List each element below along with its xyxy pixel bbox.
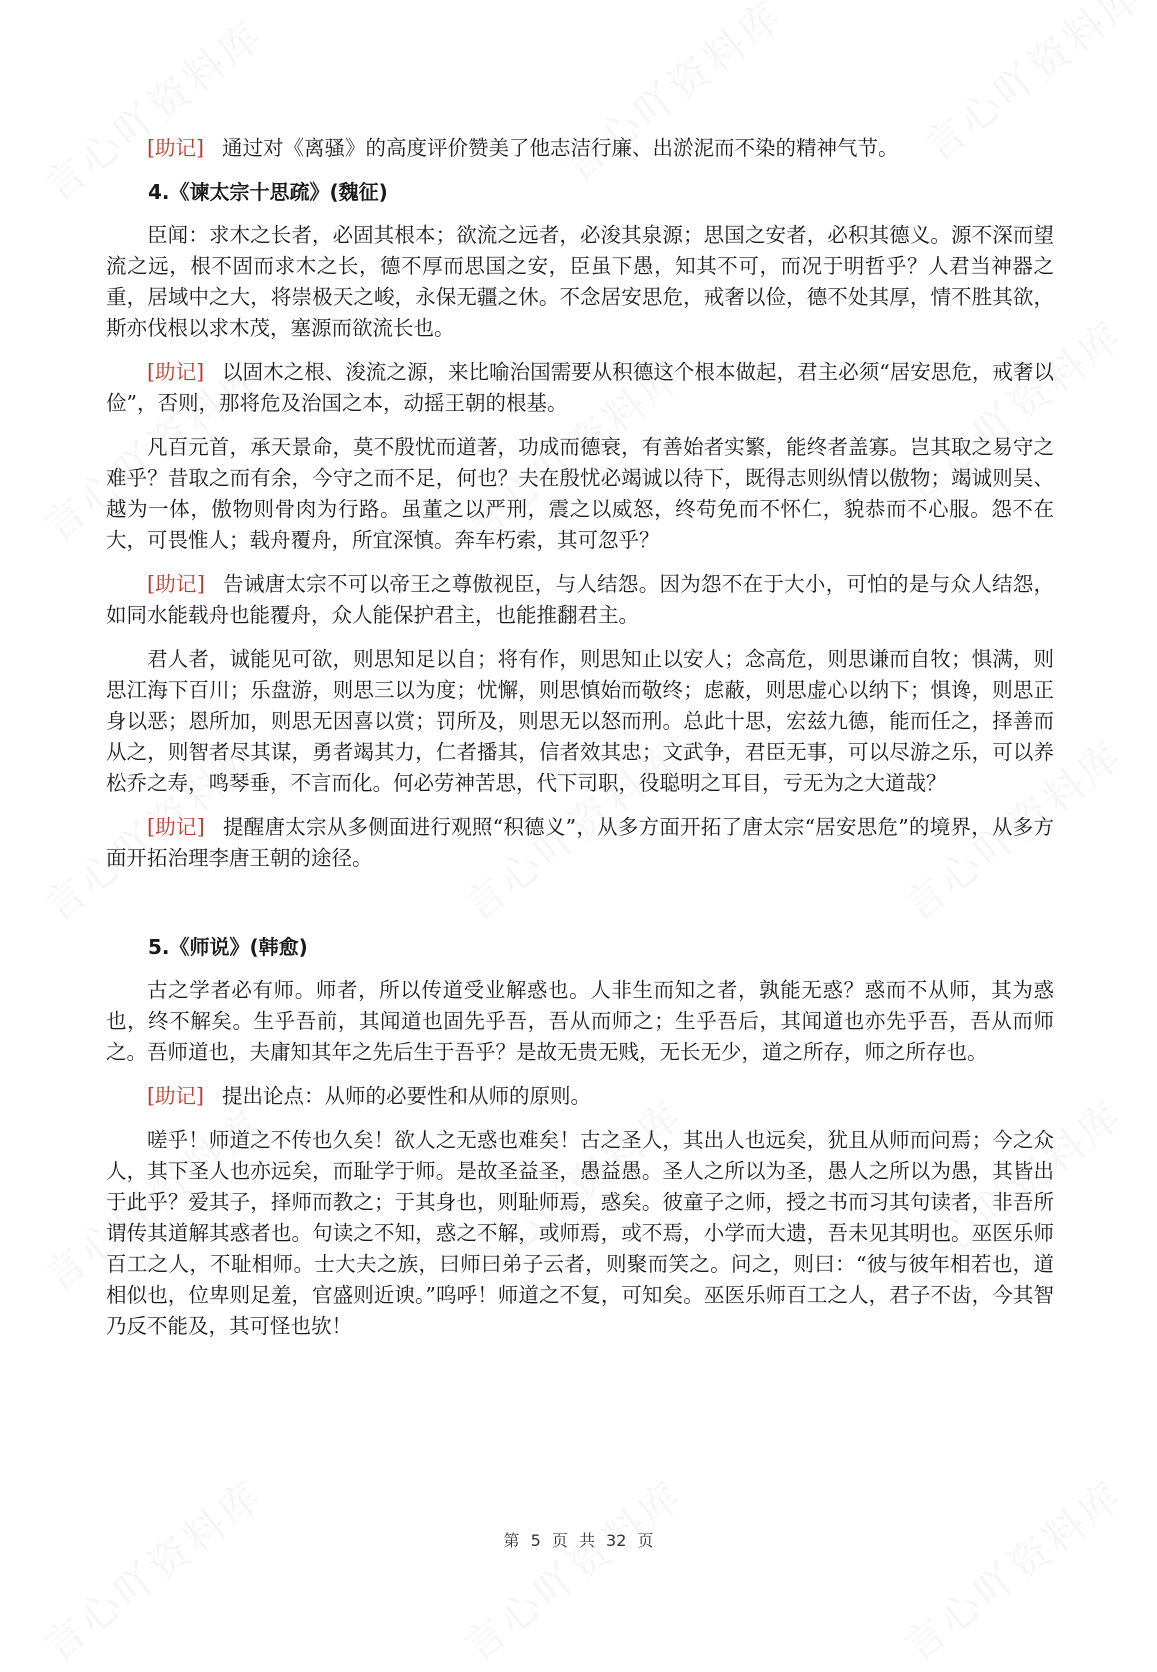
watermark: [30, 1465, 273, 1672]
classical-text-paragraph: 凡百元首，承天景命，莫不殷忧而道著，功成而德衰，有善始者实繁，能终者盖寡。岂其取之易守之难乎？昔取之而有余，今守之而不足，何也？夫在殷忧必竭诚以待下，既得志则纵情以傲物；竭诚则吴、越为一体，傲物则骨肉为行路。虽董之以严刑，震之以威怒，终苟免而不怀仁，貌恭而不心服。怨不在大，可畏惟人；载舟覆舟，所宜深慎。奔车朽索，其可忽乎？: [106, 435, 1054, 552]
mnemonic-note: [助记] 提醒唐太宗从多侧面进行观照“积德义”，从多方面开拓了唐太宗“居安思危”的境界，从多方面开拓治理李唐王朝的途径。: [106, 815, 1054, 870]
classical-text-paragraph: 古之学者必有师。师者，所以传道受业解惑也。人非生而知之者，孰能无惑？惑而不从师，其为惑也，终不解矣。生乎吾前，其闻道也固先乎吾，吾从而师之；生乎吾后，其闻道也亦先乎吾，吾从而师之。吾师道也，夫庸知其年之先后生于吾乎？是故无贵无贱，无长无少，道之所存，师之所存也。: [106, 978, 1054, 1064]
classical-text-paragraph: 君人者，诚能见可欲，则思知足以自；将有作，则思知止以安人；念高危，则思谦而自牧；惧满，则思江海下百川；乐盘游，则思三以为度；忧懈，则思慎始而敬终；虑蔽，则思虚心以纳下；惧谗，则思正身以恶；恩所加，则思无因喜以赏；罚所及，则思无以怒而刑。总此十思，宏兹九德，能而任之，择善而从之，则智者尽其谋，勇者竭其力，仁者播其，信者效其忠；文武争，君臣无事，可以尽游之乐，可以养松乔之寿，鸣琴垂，不言而化。何必劳神苦思，代下司职，役聪明之耳目，亏无为之大道哉？: [106, 647, 1054, 795]
watermark: [450, 1465, 693, 1672]
classical-text-paragraph: 嗟乎！师道之不传也久矣！欲人之无惑也难矣！古之圣人，其出人也远矣，犹且从师而问焉；今之众人，其下圣人也亦远矣，而耻学于师。是故圣益圣，愚益愚。圣人之所以为圣，愚人之所以为愚，其皆出于此乎？爱其子，择师而教之；于其身也，则耻师焉，惑矣。彼童子之师，授之书而习其句读者，非吾所谓传其道解其惑者也。句读之不知，惑之不解，或师焉，或不焉，小学而大遗，吾未见其明也。巫医乐师百工之人，不耻相师。士大夫之族，曰师曰弟子云者，则聚而笑之。问之，则曰：“彼与彼年相若也，道相似也，位卑则足羞，官盛则近谀。”呜呼！师道之不复，可知矣。巫医乐师百工之人，君子不齿，今其智乃反不能及，其可怪也欤！: [106, 1128, 1054, 1338]
note-label: [助记]: [147, 815, 205, 839]
mnemonic-note: [助记] 以固木之根、浚流之源，来比喻治国需要从积德这个根本做起，君主必须“居安思危，戒奢以俭”，否则，那将危及治国之本，动摇王朝的根基。: [106, 360, 1054, 415]
mnemonic-note: [助记] 通过对《离骚》的高度评价赞美了他志洁行廉、出淤泥而不染的精神气节。: [147, 136, 899, 160]
classical-text-paragraph: 臣闻：求木之长者，必固其根本；欲流之远者，必浚其泉源；思国之安者，必积其德义。源不深而望流之远，根不固而求木之长，德不厚而思国之安，臣虽下愚，知其不可，而况于明哲乎？人君当神器之重，居域中之大，将崇极天之峻，永保无疆之休。不念居安思危，戒奢以俭，德不处其厚，情不胜其欲，斯亦伐根以求木茂，塞源而欲流长也。: [106, 223, 1054, 340]
watermark: [890, 1465, 1133, 1672]
mnemonic-note: [助记] 提出论点：从师的必要性和从师的原则。: [147, 1084, 591, 1108]
mnemonic-note: [助记] 告诫唐太宗不可以帝王之尊傲视臣，与人结怨。因为怨不在于大小，可怕的是与众人结怨，如同水能载舟也能覆舟，众人能保护君主，也能推翻君主。: [106, 572, 1055, 627]
note-label: [助记]: [147, 360, 205, 384]
page-content: [106, 133, 1054, 1342]
section-heading: 5.《师说》(韩愈): [148, 935, 308, 959]
note-label: [助记]: [147, 136, 204, 160]
note-label: [助记]: [147, 1084, 204, 1108]
page-number-footer: 第 5 页 共 32 页: [503, 1531, 654, 1550]
note-label: [助记]: [147, 572, 205, 596]
section-heading: 4.《谏太宗十思疏》(魏征): [148, 180, 388, 204]
